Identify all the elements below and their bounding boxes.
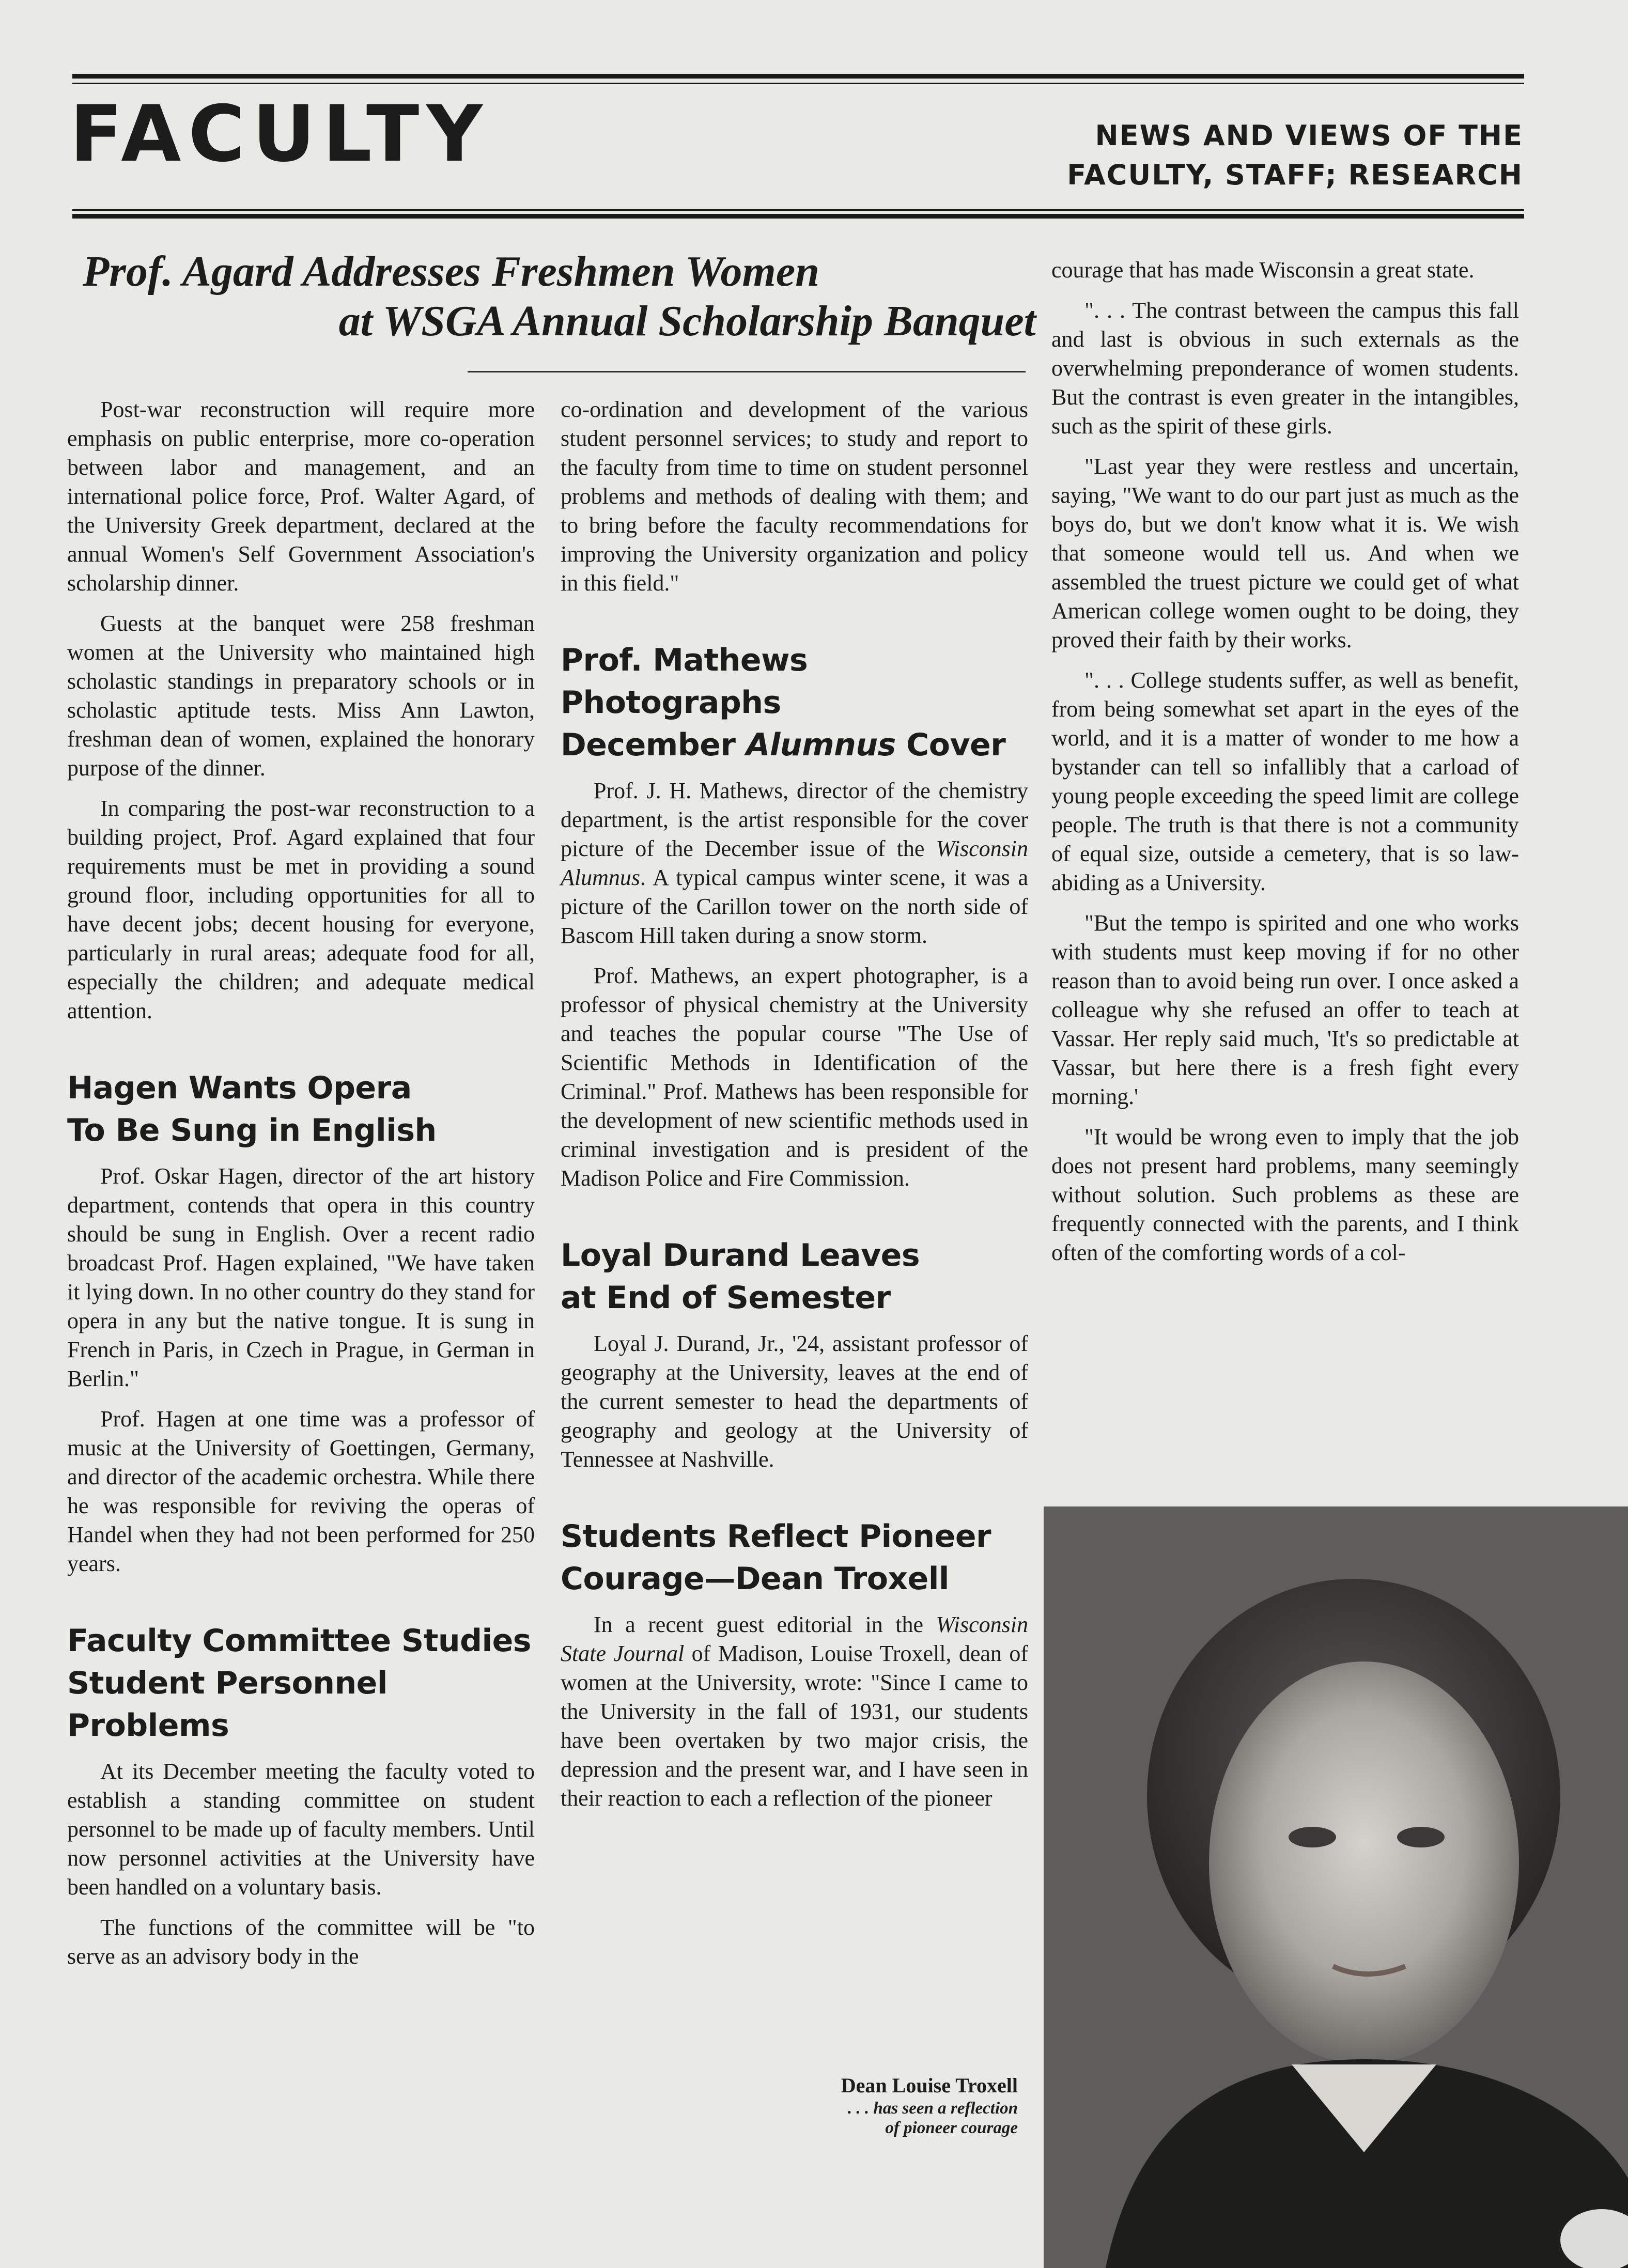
column-3 (1051, 256, 1519, 1267)
committee-headline: Faculty Committee Studies Student Personnel Problems (67, 1623, 532, 1744)
lead-paragraph-2: Guests at the banquet were 258 freshman women at the University who maintained high scholastic standings in preparatory schools or in scholastic aptitude tests. Miss Ann Lawton, freshman dean of women, explained the honorary purpose of the dinner. (67, 611, 535, 781)
hagen-headline: Hagen Wants Opera To Be Sung in English (67, 1070, 437, 1148)
hagen-paragraph-2: Prof. Hagen at one time was a professor of music at the University of Goettingen, Germany, and director of the academic orchestra. While there he was responsible for reviving the operas of Handel when they had not been performed for 250 years. (67, 1406, 535, 1576)
lead-headline-underline (468, 371, 1026, 372)
masthead-tagline-line-2: FACULTY, STAFF; RESEARCH (1067, 159, 1523, 191)
caption-name: Dean Louise Troxell (841, 2074, 1018, 2097)
troxell-paragraph-3: ". . . The contrast between the campus this fall and last is obvious in such externals as the overwhelming preponderance of women students. But the contrast is even greater in the intangibles, such as the spirit of these girls. (1051, 298, 1519, 439)
portrait-illustration (1044, 1506, 1628, 2268)
troxell-headline: Students Reflect Pioneer Courage—Dean Troxell (561, 1518, 991, 1597)
caption-subtitle: . . . has seen a reflection of pioneer courage (847, 2099, 1018, 2137)
troxell-portrait-photo (1044, 1506, 1628, 2268)
photo-caption (672, 2073, 1018, 2138)
masthead-top-rule (72, 74, 1524, 79)
masthead-title: FACULTY (70, 89, 490, 179)
troxell-paragraph-1: In a recent guest editorial in the Wisconsin State Journal of Madison, Louise Troxell, dean of women at the University, wrote: "Since I came to the University in the fall of 1931, our students have been overtaken by two major crisis, the depression and the present war, and I have seen in their reaction to each a reflection of the pioneer (561, 1612, 1028, 1811)
mathews-paragraph-2: Prof. Mathews, an expert photographer, is a professor of physical chemistry at the University and teaches the popular course "The Use of Scientific Methods in Identification of the Criminal." Prof. Mathews has been responsible for the development of new scientific methods used in criminal investigation and is president of the Madison Police and Fire Commission. (561, 963, 1028, 1191)
masthead-tagline-line-1: NEWS AND VIEWS OF THE (1095, 119, 1523, 152)
lead-headline (83, 247, 1036, 346)
mathews-paragraph-1: Prof. J. H. Mathews, director of the chemistry department, is the artist responsible for the cover picture of the December issue of the Wisconsin Alumnus. A typical campus winter scene, it was a picture of the Carillon tower on the north side of Bascom Hill taken during a snow storm. (561, 778, 1028, 948)
troxell-paragraph-4: "Last year they were restless and uncertain, saying, "We want to do our part just as much as the boys do, but we don't know what it is. We wish that someone would tell us. And when we assembled the truest picture we could get of what American college women ought to be doing, they proved their faith by their works. (1051, 454, 1519, 653)
troxell-paragraph-7: "It would be wrong even to imply that the job does not present hard problems, many seemingly without solution. Such problems as these are frequently connected with the parents, and I think often of the comforting words of a col- (1051, 1124, 1519, 1265)
masthead-tagline (1067, 116, 1523, 195)
lead-headline-line-2: at WSGA Annual Scholarship Banquet (338, 297, 1036, 345)
committee-paragraph-2: The functions of the committee will be "to serve as an advisory body in the (67, 1915, 535, 1969)
lead-headline-line-1: Prof. Agard Addresses Freshmen Women (83, 247, 819, 296)
lead-paragraph-1: Post-war reconstruction will require more emphasis on public enterprise, more co-operation between labor and management, and an international police force, Prof. Walter Agard, of the University Greek department, declared at the annual Women's Self Government Association's scholarship dinner. (67, 397, 535, 596)
lead-paragraph-3: In comparing the post-war reconstruction to a building project, Prof. Agard explained that four requirements must be met in providing a sound ground floor, including opportunities for all to have decent jobs; decent housing for everyone, particularly in rural areas; adequate food for all, especially the children; and adequate medical attention. (67, 796, 535, 1023)
durand-paragraph-1: Loyal J. Durand, Jr., '24, assistant professor of geography at the University, leaves at the end of the current semester to head the departments of geography and geology at the University of Tennessee at Nashville. (561, 1331, 1028, 1472)
mathews-headline: Prof. Mathews Photographs December Alumnus Cover (561, 642, 1006, 763)
committee-paragraph-3: co-ordination and development of the various student personnel services; to study and report to the faculty from time to time on student personnel problems and methods of dealing with them; and to bring before the faculty recommendations for improving the University organization and policy in this field." (561, 397, 1028, 596)
troxell-paragraph-5: ". . . College students suffer, as well as benefit, from being somewhat set apart in the eyes of the world, and it is a matter of wonder to me how a bystander can tell so infallibly that a carload of young people exceeding the speed limit are college people. The truth is that there is not a community of equal size, outside a cemetery, that is so law-abiding as a University. (1051, 667, 1519, 895)
durand-headline: Loyal Durand Leaves at End of Semester (561, 1237, 920, 1316)
committee-paragraph-1: At its December meeting the faculty voted to establish a standing committee on student personnel to be made up of faculty members. Until now personnel activities at the University have been handled on a voluntary basis. (67, 1759, 535, 1900)
masthead-bottom-rule-thin (72, 209, 1524, 211)
column-1 (67, 395, 535, 1971)
masthead-top-rule-thin (72, 83, 1524, 84)
column-2 (561, 395, 1028, 1813)
troxell-paragraph-2: courage that has made Wisconsin a great state. (1051, 257, 1475, 283)
masthead-bottom-rule (72, 214, 1524, 219)
hagen-paragraph-1: Prof. Oskar Hagen, director of the art history department, contends that opera in this country should be sung in English. Over a recent radio broadcast Prof. Hagen explained, "We have taken it lying down. In no other country do they stand for opera in any but the native tongue. It is sung in French in Paris, in Czech in Prague, in German in Berlin." (67, 1163, 535, 1391)
troxell-paragraph-6: "But the tempo is spirited and one who works with students must keep moving if for no other reason than to avoid being run over. I once asked a colleague why she refused an offer to teach at Vassar. Her reply said much, 'It's so predictable at Vassar, but here there is a fresh fight every morning.' (1051, 910, 1519, 1109)
